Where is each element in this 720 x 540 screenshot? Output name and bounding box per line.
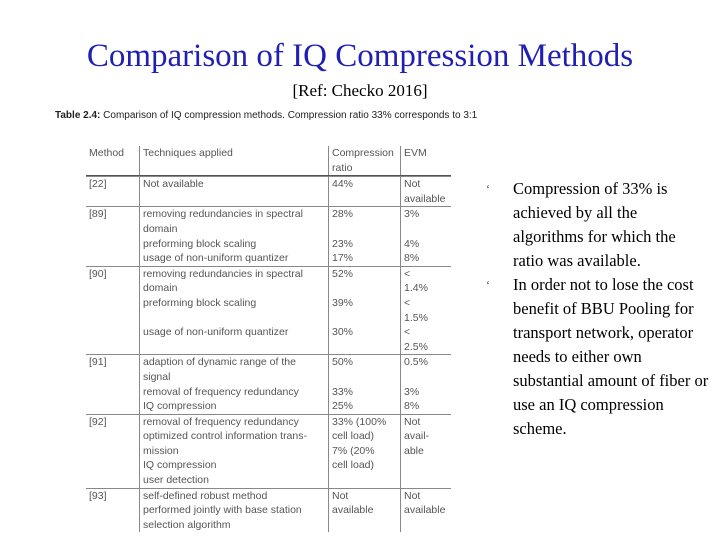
cell-line: Not — [404, 178, 421, 191]
cell-line: < — [404, 296, 411, 309]
bullet-list — [486, 177, 710, 441]
evm-cell — [400, 355, 451, 413]
bullet-icon: ‘ — [486, 182, 490, 196]
evm-cell — [400, 267, 451, 355]
cell-line: able — [404, 444, 424, 457]
comparison-table — [86, 146, 451, 532]
ratio-cell — [328, 177, 400, 206]
table-row — [86, 206, 451, 265]
evm-cell — [400, 415, 451, 488]
ratio-cell — [328, 207, 400, 265]
cell-line: performed jointly with base station — [143, 504, 302, 517]
cell-line: cell load) — [332, 430, 375, 443]
evm-cell — [400, 489, 451, 533]
techniques-cell — [139, 355, 328, 413]
cell-line: 3% — [404, 208, 420, 221]
cell-line: removing redundancies in spectral — [143, 208, 303, 221]
techniques-cell — [139, 489, 328, 533]
cell-line: 1.4% — [404, 282, 428, 295]
method-cell: [22] — [89, 178, 107, 191]
bullet-item — [486, 273, 710, 441]
method-cell: [93] — [89, 489, 107, 502]
cell-line — [404, 370, 448, 385]
bullet-text: In order not to lose the cost benefit of BBU Pooling for transport network, operator needs to either own substantial amount of fiber or use an IQ compression scheme. — [513, 275, 709, 438]
cell-line: 4% — [404, 237, 420, 250]
header-evm: EVM — [400, 146, 451, 175]
ratio-cell — [328, 267, 400, 355]
table-row — [86, 488, 451, 533]
method-cell: [91] — [89, 356, 107, 369]
cell-line: preforming block scaling — [143, 237, 257, 250]
method-cell: [89] — [89, 208, 107, 221]
cell-line: 33% (100% — [332, 415, 387, 428]
table-header-row — [86, 146, 451, 176]
table-row — [86, 176, 451, 206]
cell-line: domain — [143, 282, 178, 295]
cell-line: available — [332, 504, 374, 517]
table-caption-text: Comparison of IQ compression methods. Compression ratio 33% corresponds to 3:1 — [103, 110, 478, 121]
cell-line: user detection — [143, 474, 209, 487]
cell-line: IQ compression — [143, 400, 217, 413]
cell-line: 2.5% — [404, 340, 428, 353]
cell-line — [332, 370, 397, 385]
bullet-icon: ‘ — [486, 278, 490, 292]
cell-line: self-defined robust method — [143, 489, 268, 502]
cell-line: IQ compression — [143, 459, 217, 472]
cell-line: usage of non-uniform quantizer — [143, 252, 289, 265]
cell-line: available — [404, 504, 446, 517]
cell-line: 25% — [332, 400, 354, 413]
cell-line: cell load) — [332, 459, 375, 472]
cell-line — [143, 311, 325, 326]
cell-line: 50% — [332, 356, 354, 369]
cell-line: 28% — [332, 208, 354, 221]
cell-line: 8% — [404, 252, 420, 265]
bullet-item — [486, 177, 710, 273]
cell-line: Not — [332, 489, 349, 502]
evm-cell — [400, 177, 451, 206]
cell-line: removal of frequency redundancy — [143, 415, 299, 428]
cell-line: 8% — [404, 400, 420, 413]
ratio-cell — [328, 355, 400, 413]
cell-line: optimized control information trans- — [143, 430, 307, 443]
cell-line: 1.5% — [404, 311, 428, 324]
cell-line: Not available — [143, 178, 204, 191]
cell-line: selection algorithm — [143, 518, 231, 531]
techniques-cell — [139, 267, 328, 355]
techniques-cell — [139, 177, 328, 206]
cell-line: 7% (20% — [332, 444, 375, 457]
cell-line: avail- — [404, 430, 430, 443]
table-row — [86, 414, 451, 488]
cell-line: adaption of dynamic range of the — [143, 356, 296, 369]
cell-line: removal of frequency redundancy — [143, 385, 299, 398]
techniques-cell — [139, 207, 328, 265]
cell-line: removing redundancies in spectral — [143, 267, 303, 280]
header-compression-ratio: Compression ratio — [328, 146, 400, 175]
cell-line: domain — [143, 222, 178, 235]
cell-line: 3% — [404, 385, 420, 398]
cell-line: 23% — [332, 237, 354, 250]
table-caption-label: Table 2.4: — [55, 110, 101, 121]
cell-line: 39% — [332, 296, 354, 309]
cell-line: < — [404, 267, 411, 280]
reference-subtitle: [Ref: Checko 2016] — [292, 81, 428, 100]
cell-line: 30% — [332, 326, 354, 339]
header-techniques: Techniques applied — [139, 146, 328, 175]
table-caption — [55, 109, 487, 123]
cell-line: mission — [143, 444, 179, 457]
cell-line — [332, 311, 397, 326]
bullet-text: Compression of 33% is achieved by all the algorithms for which the ratio was available. — [513, 179, 676, 270]
table-row — [86, 354, 451, 413]
table-row — [86, 266, 451, 355]
cell-line: signal — [143, 370, 171, 383]
cell-line — [332, 222, 397, 237]
cell-line — [404, 222, 448, 237]
cell-line: < — [404, 326, 411, 339]
techniques-cell — [139, 415, 328, 488]
cell-line: Not — [404, 415, 421, 428]
method-cell: [92] — [89, 415, 107, 428]
ratio-cell — [328, 489, 400, 533]
slide-title: Comparison of IQ Compression Methods — [86, 38, 634, 74]
ratio-cell — [328, 415, 400, 488]
header-method: Method — [89, 147, 125, 159]
evm-cell — [400, 207, 451, 265]
cell-line: preforming block scaling — [143, 296, 257, 309]
cell-line: 52% — [332, 267, 354, 280]
cell-line: 44% — [332, 178, 354, 191]
cell-line: usage of non-uniform quantizer — [143, 326, 289, 339]
cell-line: Not — [404, 489, 421, 502]
cell-line: 17% — [332, 252, 354, 265]
cell-line: 0.5% — [404, 356, 428, 369]
cell-line — [332, 281, 397, 296]
method-cell: [90] — [89, 267, 107, 280]
cell-line: available — [404, 192, 446, 205]
cell-line: 33% — [332, 385, 354, 398]
